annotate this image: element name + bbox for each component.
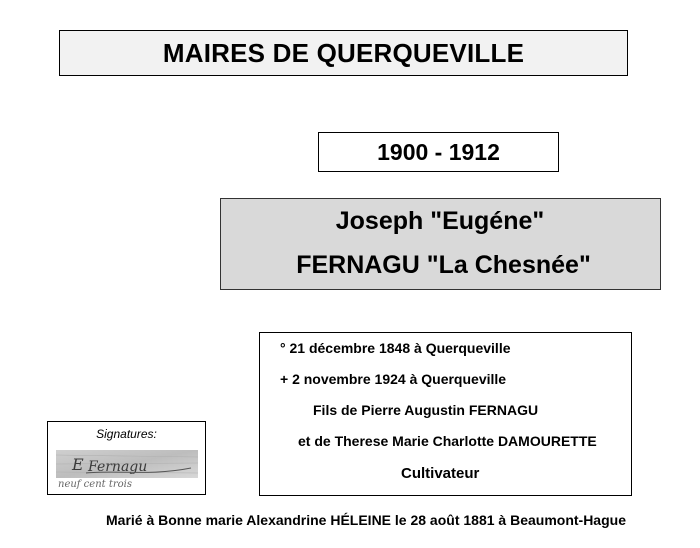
mayor-given-names: Joseph "Eugéne" [335, 207, 545, 235]
father-line: Fils de Pierre Augustin FERNAGU [313, 402, 539, 418]
signature-label: Signatures: [96, 427, 157, 441]
page-title: MAIRES DE QUERQUEVILLE [162, 37, 525, 68]
signature-box [47, 421, 206, 495]
term-box [318, 132, 559, 172]
birth-line: ° 21 décembre 1848 à Querqueville [280, 340, 511, 356]
term-years: 1900 - 1912 [377, 138, 500, 165]
signature-handwriting: E [72, 455, 84, 474]
occupation-line: Cultivateur [401, 465, 480, 482]
signature-image [56, 450, 198, 490]
svg-text:neuf cent trois: neuf cent trois [58, 479, 132, 490]
biography-box [259, 332, 632, 496]
death-line: + 2 novembre 1924 à Querqueville [280, 371, 507, 387]
mayor-surname: FERNAGU "La Chesnée" [296, 251, 591, 279]
svg-text:Fernagu: Fernagu [88, 459, 148, 475]
mother-line: et de Therese Marie Charlotte DAMOURETTE [298, 433, 597, 449]
marriage-line: Marié à Bonne marie Alexandrine HÉLEINE le 28 août 1881 à Beaumont-Hague [106, 512, 626, 528]
title-box [59, 30, 628, 76]
mayor-name-box [220, 198, 661, 290]
